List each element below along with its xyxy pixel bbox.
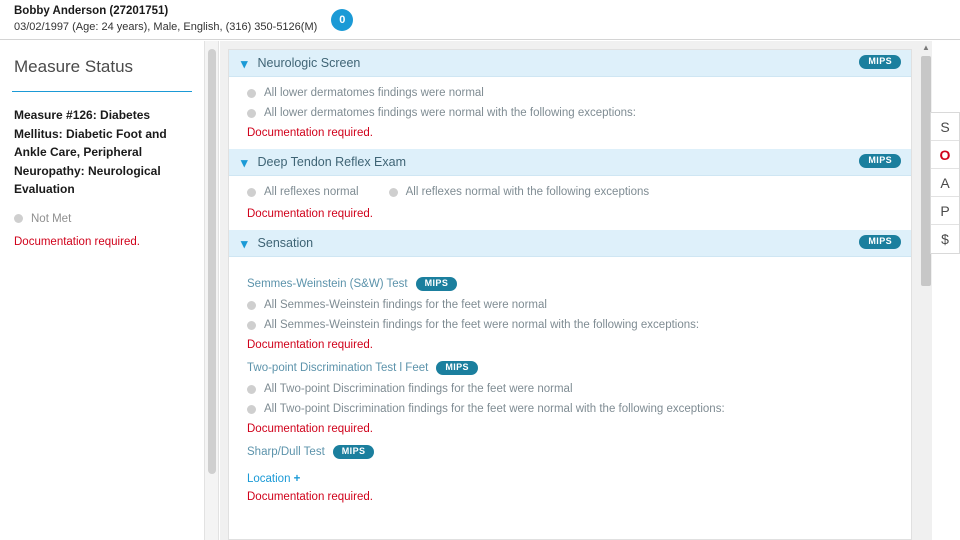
measure-block <box>0 92 204 248</box>
radio-dot-icon[interactable] <box>247 385 256 394</box>
mips-badge: MIPS <box>859 154 901 168</box>
mips-badge: MIPS <box>333 445 375 459</box>
subtest-header <box>247 361 911 375</box>
main-content <box>220 41 920 540</box>
option-row[interactable] <box>247 186 359 198</box>
measure-title: Measure #126: Diabetes Mellitus: Diabetic Foot and Ankle Care, Peripheral Neuropathy: Neurological Evaluation <box>14 108 167 197</box>
documentation-required: Documentation required. <box>247 339 373 351</box>
plus-icon[interactable]: + <box>290 473 301 485</box>
soap-item-assessment[interactable]: A <box>931 169 959 197</box>
radio-dot-icon[interactable] <box>247 301 256 310</box>
patient-info <box>14 4 317 34</box>
measure-documentation-required: Documentation required. <box>14 235 140 248</box>
measure-status-panel <box>0 41 205 540</box>
radio-dot-icon[interactable] <box>247 405 256 414</box>
option-row[interactable] <box>247 299 911 311</box>
subtest-header <box>247 445 911 459</box>
section-title: Neurologic Screen <box>257 56 361 70</box>
option-label: All lower dermatomes findings were normal <box>264 87 484 99</box>
radio-dot-icon[interactable] <box>247 188 256 197</box>
option-label: All Two-point Discrimination findings for the feet were normal <box>264 383 573 395</box>
option-row[interactable] <box>389 186 650 198</box>
documentation-required: Documentation required. <box>247 127 373 139</box>
option-row[interactable] <box>247 383 911 395</box>
chevron-down-icon[interactable]: ▾ <box>241 235 248 251</box>
radio-dot-icon[interactable] <box>247 89 256 98</box>
option-row[interactable] <box>247 403 911 415</box>
documentation-required: Documentation required. <box>247 208 373 220</box>
option-row[interactable] <box>247 319 911 331</box>
soap-item-billing[interactable]: $ <box>931 225 959 253</box>
option-label: All lower dermatomes findings were normal with the following exceptions: <box>264 107 637 119</box>
mips-badge: MIPS <box>436 361 478 375</box>
section-body-sensation <box>229 257 911 513</box>
mips-badge: MIPS <box>859 55 901 69</box>
soap-item-objective[interactable]: O <box>931 141 959 169</box>
radio-dot-icon[interactable] <box>389 188 398 197</box>
option-label: All Semmes-Weinstein findings for the feet were normal with the following exceptions: <box>264 319 700 331</box>
documentation-required: Documentation required. <box>247 423 373 435</box>
measure-status-row <box>14 213 190 225</box>
measure-status-title: Measure Status <box>14 57 134 76</box>
option-label: All reflexes normal with the following exceptions <box>405 186 650 198</box>
location-label: Location <box>247 473 291 485</box>
section-title: Deep Tendon Reflex Exam <box>257 155 406 169</box>
patient-demographics: 03/02/1997 (Age: 24 years), Male, English, (316) 350-5126(M) <box>14 20 318 33</box>
documentation-required: Documentation required. <box>247 491 373 503</box>
left-panel-scrollbar-thumb[interactable] <box>208 49 216 474</box>
subtest-label: Two-point Discrimination Test l Feet <box>247 362 429 374</box>
mips-badge: MIPS <box>416 277 458 291</box>
mips-badge: MIPS <box>859 235 901 249</box>
radio-dot-icon[interactable] <box>247 109 256 118</box>
section-body-deep-tendon-reflex-exam <box>229 176 911 230</box>
chevron-down-icon[interactable]: ▾ <box>241 55 248 71</box>
subtest-header <box>247 277 911 291</box>
radio-dot-icon <box>14 214 23 223</box>
soap-item-subjective[interactable]: S <box>931 113 959 141</box>
subtest-label: Sharp/Dull Test <box>247 446 325 458</box>
option-label: All reflexes normal <box>264 186 359 198</box>
section-body-neurologic-screen <box>229 77 911 149</box>
measure-status-label: Not Met <box>31 212 72 225</box>
option-row[interactable] <box>247 107 911 119</box>
option-row[interactable] <box>247 87 911 99</box>
chevron-down-icon[interactable]: ▾ <box>241 154 248 170</box>
option-label: All Two-point Discrimination findings for the feet were normal with the following exceptions: <box>264 403 725 415</box>
soap-item-plan[interactable]: P <box>931 197 959 225</box>
section-header-neurologic-screen[interactable] <box>229 50 911 77</box>
section-header-deep-tendon-reflex-exam[interactable] <box>229 149 911 176</box>
patient-name: Bobby Anderson (27201751) <box>14 5 169 18</box>
left-panel-scrollbar[interactable] <box>205 41 219 540</box>
option-label: All Semmes-Weinstein findings for the feet were normal <box>264 299 547 311</box>
scroll-up-arrow-icon[interactable]: ▲ <box>922 43 930 52</box>
section-header-sensation[interactable] <box>229 230 911 257</box>
option-row-group <box>247 186 911 206</box>
radio-dot-icon[interactable] <box>247 321 256 330</box>
soap-rail <box>930 112 960 254</box>
subtest-label: Semmes-Weinstein (S&W) Test <box>247 278 408 290</box>
exam-card <box>228 49 912 540</box>
notification-badge[interactable]: 0 <box>331 9 353 31</box>
patient-header-bar <box>0 0 960 40</box>
section-title: Sensation <box>257 236 314 250</box>
location-add-link[interactable] <box>247 473 911 485</box>
